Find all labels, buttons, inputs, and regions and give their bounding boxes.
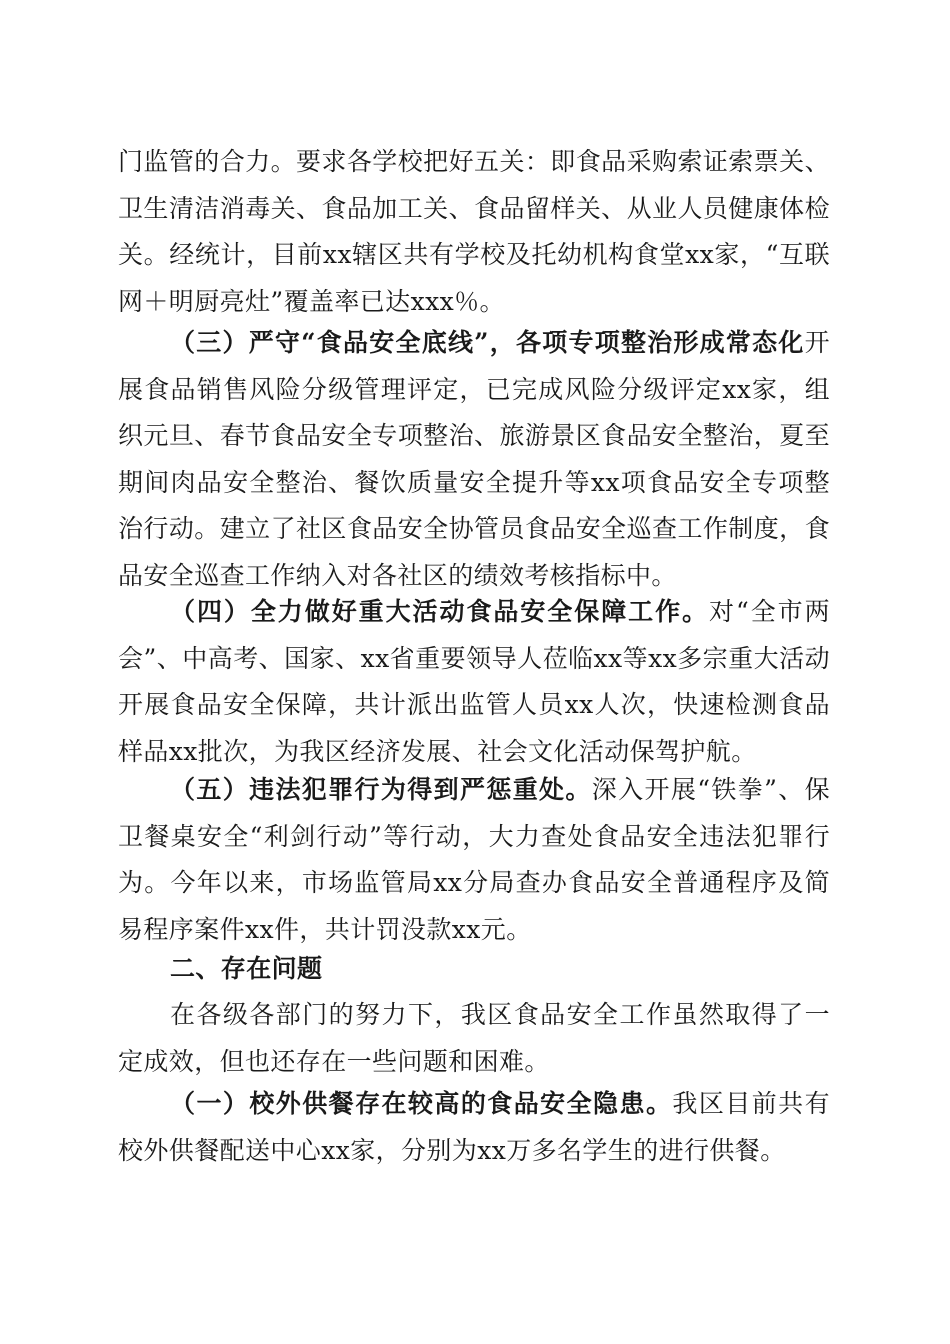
problems-intro-text: 在各级各部门的努力下，我区食品安全工作虽然取得了一定成效，但也还存在一些问题和困难。 <box>118 1000 830 1076</box>
paragraph-problems-intro <box>118 992 830 1085</box>
paragraph-text: 门监管的合力。要求各学校把好五关：即食品采购索证索票关、卫生清洁消毒关、食品加工关、食品留样关、从业人员健康体检关。经统计，目前xx辖区共有学校及托幼机构食堂xx家，“互联网＋明厨亮灶”覆盖率已达xxx％。 <box>118 147 830 316</box>
section-3-lead: （三）严守“食品安全底线”，各项专项整治形成常态化 <box>170 328 805 357</box>
section-3-text: 开展食品销售风险分级管理评定，已完成风险分级评定xx家，组织元旦、春节食品安全专项整治、旅游景区食品安全整治，夏至期间肉品安全整治、餐饮质量安全提升等xx项食品安全专项整治行动。建立了社区食品安全协管员食品安全巡查工作制度，食品安全巡查工作纳入对各社区的绩效考核指标中。 <box>118 328 830 590</box>
paragraph-continued <box>118 139 830 325</box>
problem-1-lead: （一）校外供餐存在较高的食品安全隐患。 <box>170 1089 673 1118</box>
paragraph-section-3 <box>118 320 830 600</box>
section-4-text: 对“全市两会”、中高考、国家、xx省重要领导人莅临xx等xx多宗重大活动开展食品安全保障，共计派出监管人员xx人次，快速检测食品样品xx批次，为我区经济发展、社会文化活动保驾护航。 <box>118 597 830 766</box>
section-5-text: 深入开展“铁拳”、保卫餐桌安全“利剑行动”等行动，大力查处食品安全违法犯罪行为。今年以来，市场监管局xx分局查办食品安全普通程序及简易程序案件xx件，共计罚没款xx元。 <box>118 775 830 944</box>
heading-text: 二、存在问题 <box>170 954 323 983</box>
section-5-lead: （五）违法犯罪行为得到严惩重处。 <box>170 775 592 804</box>
paragraph-section-5 <box>118 767 830 953</box>
section-4-lead: （四）全力做好重大活动食品安全保障工作。 <box>170 597 710 626</box>
section-heading-problems <box>118 946 830 993</box>
paragraph-problem-1 <box>118 1081 830 1174</box>
problem-1-text: 我区目前共有校外供餐配送中心xx家，分别为xx万多名学生的进行供餐。 <box>118 1089 830 1165</box>
paragraph-section-4 <box>118 589 830 775</box>
